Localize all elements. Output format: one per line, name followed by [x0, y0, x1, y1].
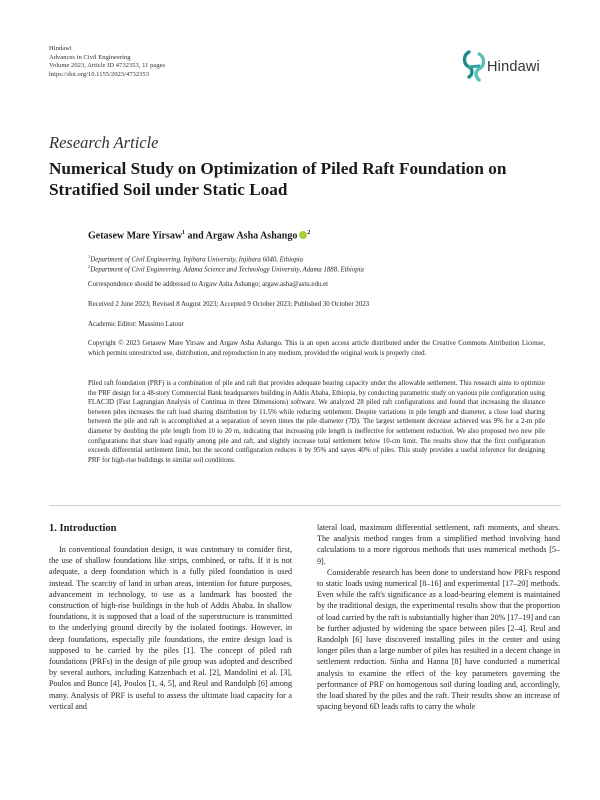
author-name[interactable]: Argaw Asha Ashango [205, 230, 298, 242]
journal-header [49, 45, 165, 79]
hindawi-logo [462, 50, 562, 82]
paper-title: Numerical Study on Optimization of Piled Raft Foundation on Stratified Soil under Static Load [49, 159, 507, 199]
affiliation-text: Department of Civil Engineering, Injibara University, Injibara 6040, Ethiopia [90, 256, 304, 264]
affiliation-marker: 1 [88, 254, 91, 259]
intro-paragraph-right-2: Considerable research has been done to understand how PRFs respond to static loads using numerical [8–16] and experimental [17–20] methods. Even while the raft's significance as a load-bearing element is maintained by the traditional design, the experimental results show that the proportion of load carried by the raft is substantially higher than 20% [17–19] and can be further adjusted by widening the space between piles [2–4]. Reul and Randolph [6] have discovered installing piles in the center and using longer piles than a large number of piles has resulted in a decent change in settlement reduction. Sinha and Hanna [8] have conducted a numerical analysis to examine the effect of the key parameters governing the performance of PRF on homogenous soil during loading and, accordingly, the load shared by the piles and the raft. Their results show an increase of spacing beyond 6D leads rafts to carry the whole [317, 567, 560, 712]
logo-wordmark: Hindawi [487, 59, 540, 75]
article-type: Research Article [49, 133, 159, 152]
affiliation-marker: 2 [88, 264, 91, 269]
intro-paragraph-left: In conventional foundation design, it was customary to consider first, the use of shallow foundations like strips, combined, or rafts. If it is not adequate, a deep foundation which is a fully piled foundation is used instead. The scarcity of land in urban areas, intention for future purposes, advancement in technology, to use as a landmark has boosted the construction of high-rise buildings in the hub of Addis Ababa. In shallow foundations, it is supposed that a load of the superstructure is transmitted to the underlying ground directly by the isolated footings. However, in deep foundations, especially pile foundations, the entire design load is supposed to be carried by the piles [1]. The concept of piled raft foundations (PRFs) in the design of pile group was adopted and described by several authors, including Katzenbach et al. [2], Mandolini et al. [3], Poulos and Bunce [4], Poulos [1, 4, 5], and Reul and Randolph [6] among many. Analysis of PRF is useful to assess the ultimate load capacity for a vertical and [49, 545, 292, 711]
right-column [317, 522, 560, 712]
section-heading: 1. Introduction [49, 523, 117, 534]
affiliation-marker: 2 [307, 230, 311, 236]
article-dates: Received 2 June 2023; Revised 8 August 2023; Accepted 9 October 2023; Published 30 October 2023 [88, 301, 370, 308]
doi-link[interactable]: https://doi.org/10.1155/2023/4732353 [49, 70, 150, 78]
affiliation-marker: 1 [182, 230, 186, 236]
intro-paragraph-right-1: lateral load, maximum differential settlement, raft moments, and shears. The analysis method ranges from a simplified method involving hand calculations to a more rigorous methods that uses numerical methods [5–9]. [317, 523, 560, 566]
affiliation-2 [88, 262, 364, 274]
journal-name: Advances in Civil Engineering [49, 53, 131, 61]
hindawi-logo-icon [462, 50, 488, 82]
correspondence: Correspondence should be addressed to Argaw Asha Ashango; argaw.asha@astu.edu.et [88, 281, 329, 288]
abstract: Piled raft foundation (PRF) is a combination of pile and raft that provides adequate bearing capacity under the allowable settlement. This research aims to optimize the PRF design for a 48-story Commercial Bank headquarters building in Addis Ababa, Ethiopia, by conducting parametric study on various pile configuration using FLAC3D (Fast Lagrangian Analysis of Continua in three Dimensions) software. We analyzed 28 piled raft configurations and found that increasing the distance between piles increases the raft load sharing distribution by 11.5% while reducing settlement. Despite variations in pile length and diameter, a close load sharing between the pile and raft is accomplished at a separation of seven times the pile diameter (7D). The largest settlement decrease achieved was 9% for a 2-m pile diameter by doubling the pile length from 10 to 20 m, indicating that increasing pile length is ineffective for settlement reduction. We also proposed two new pile configurations that share load equally among pile and raft, and slightly increase total settlement below 10-cm limit. The results show that the first configuration exceeds differential settlement limit, but the second configuration reduces it by 95% and saves 40% of piles. This study provides a useful reference for designing PRF for high-rise buildings in similar soil conditions. [88, 380, 545, 464]
academic-editor: Academic Editor: Massimo Latour [88, 321, 184, 328]
volume-info: Volume 2023, Article ID 4732353, 11 pages [49, 62, 166, 70]
author-list [88, 230, 310, 241]
copyright-notice: Copyright © 2023 Getasew Mare Yirsaw and Argaw Asha Ashango. This is an open access article distributed under the Creative Commons Attribution License, which permits unrestricted use, distribution, and reproduction in any medium, provided the original work is properly cited. [88, 340, 545, 357]
author-name[interactable]: Getasew Mare Yirsaw [88, 230, 183, 242]
section-divider [49, 505, 561, 506]
author-connector: and [185, 230, 206, 242]
publisher-name: Hindawi [49, 45, 72, 52]
affiliation-text: Department of Civil Engineering, Adama Science and Technology University, Adama 1888, Ethiopia [90, 266, 364, 274]
